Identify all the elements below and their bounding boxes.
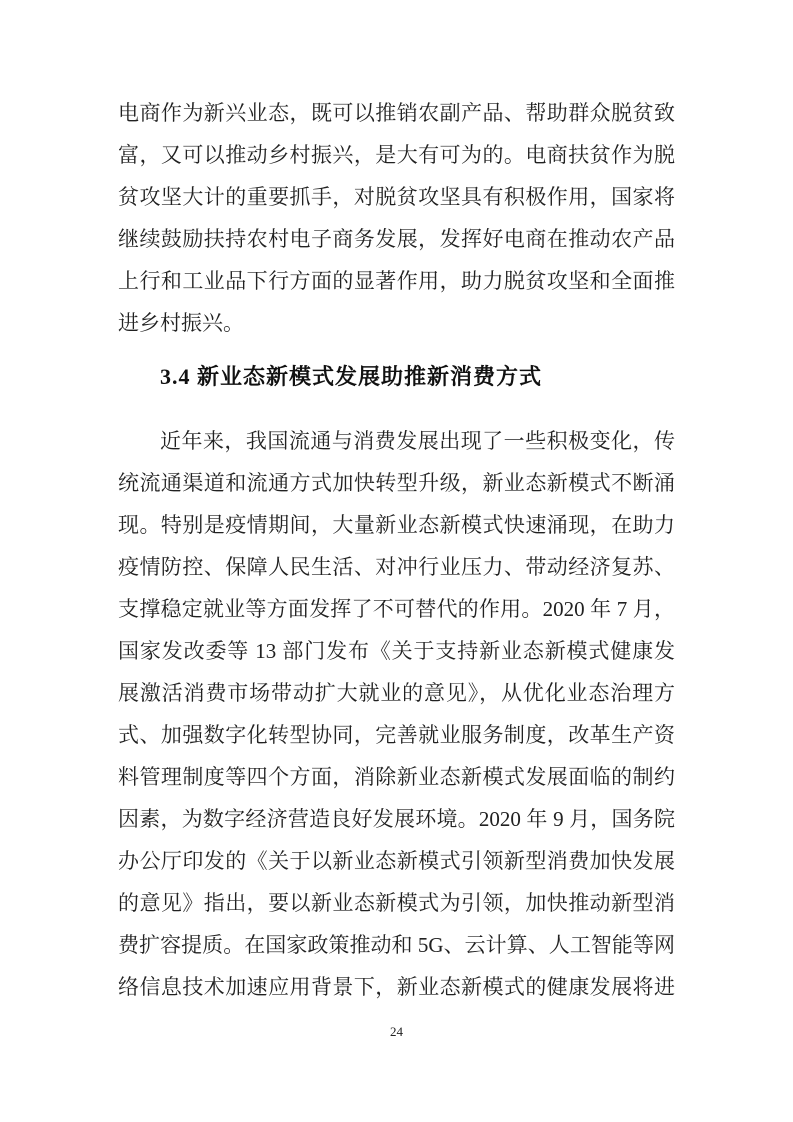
text-line: 费扩容提质。在国家政策推动和 5G、云计算、人工智能等网 — [118, 933, 675, 957]
paragraph-ecommerce-poverty — [118, 92, 675, 344]
text-line: 展激活消费市场带动扩大就业的意见》，从优化业态治理方 — [118, 681, 675, 705]
text-line: 现。特别是疫情期间，大量新业态新模式快速涌现，在助力 — [118, 513, 675, 537]
text-line: 上行和工业品下行方面的显著作用，助力脱贫攻坚和全面推 — [118, 269, 675, 293]
text-line: 进乡村振兴。 — [118, 311, 244, 335]
text-line: 的意见》指出，要以新业态新模式为引领，加快推动新型消 — [118, 891, 675, 915]
text-line: 国家发改委等 13 部门发布《关于支持新业态新模式健康发 — [118, 639, 675, 663]
text-line: 络信息技术加速应用背景下，新业态新模式的健康发展将进 — [118, 975, 675, 999]
text-line: 贫攻坚大计的重要抓手，对脱贫攻坚具有积极作用，国家将 — [118, 185, 675, 209]
section-heading: 3.4 新业态新模式发展助推新消费方式 — [160, 364, 543, 389]
text-line: 统流通渠道和流通方式加快转型升级，新业态新模式不断涌 — [118, 471, 675, 495]
page-number: 24 — [390, 1024, 403, 1039]
text-line: 因素，为数字经济营造良好发展环境。2020 年 9 月，国务院 — [118, 807, 675, 831]
text-line: 电商作为新兴业态，既可以推销农副产品、帮助群众脱贫致 — [118, 101, 675, 125]
text-line: 富，又可以推动乡村振兴，是大有可为的。电商扶贫作为脱 — [118, 143, 675, 167]
text-line: 式、加强数字化转型协同，完善就业服务制度，改革生产资 — [118, 723, 675, 747]
text-line: 料管理制度等四个方面，消除新业态新模式发展面临的制约 — [118, 765, 675, 789]
text-line: 继续鼓励扶持农村电子商务发展，发挥好电商在推动农产品 — [118, 227, 675, 251]
text-line: 支撑稳定就业等方面发挥了不可替代的作用。2020 年 7 月， — [118, 597, 675, 621]
paragraph-new-business-models — [118, 420, 675, 1008]
text-line: 办公厅印发的《关于以新业态新模式引领新型消费加快发展 — [118, 849, 675, 873]
text-line: 近年来，我国流通与消费发展出现了一些积极变化，传 — [160, 429, 675, 453]
text-line: 疫情防控、保障人民生活、对冲行业压力、带动经济复苏、 — [118, 555, 675, 579]
